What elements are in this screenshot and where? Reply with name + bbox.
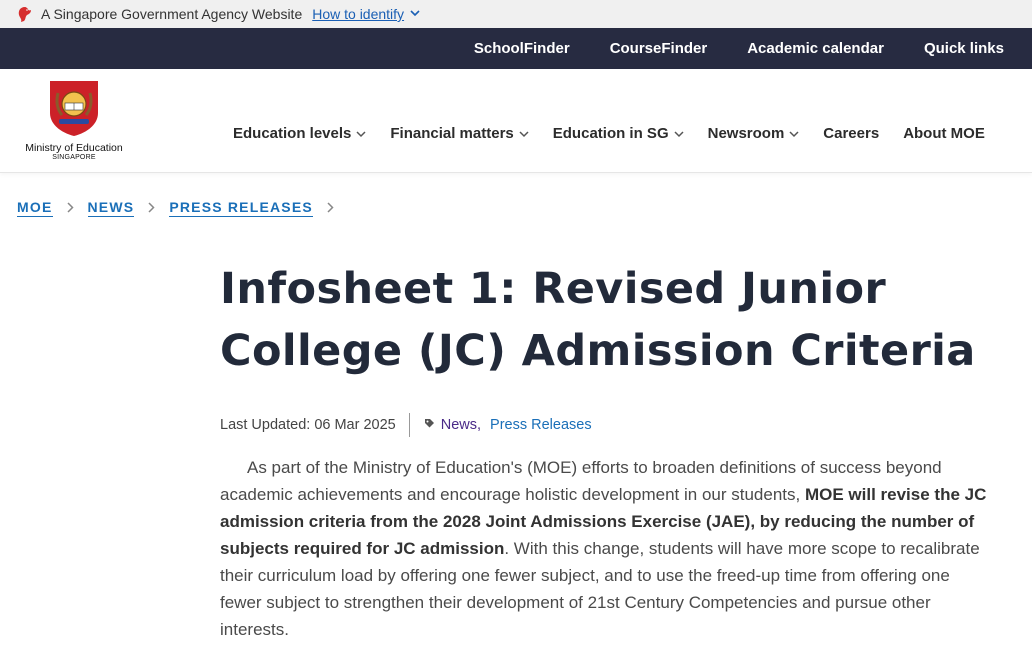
article-paragraph xyxy=(220,454,990,643)
breadcrumb-moe[interactable]: MOE xyxy=(17,199,53,215)
page-title xyxy=(220,258,980,382)
academic-calendar-link[interactable]: Academic calendar xyxy=(747,40,884,57)
nav-about-moe[interactable] xyxy=(903,125,985,142)
chevron-right-icon xyxy=(327,200,334,216)
singapore-lion-icon xyxy=(16,6,33,23)
page-title-line-2: College (JC) Admission Criteria xyxy=(220,326,976,376)
chevron-right-icon xyxy=(148,200,155,216)
chevron-right-icon xyxy=(67,200,74,216)
coursefinder-link[interactable]: CourseFinder xyxy=(609,40,708,57)
how-to-identify-link[interactable]: How to identify xyxy=(312,6,405,22)
agency-text: A Singapore Government Agency Website xyxy=(41,6,303,22)
main-nav xyxy=(233,125,1009,142)
nav-label: Careers xyxy=(823,125,880,142)
nav-label: Newsroom xyxy=(707,125,785,142)
nav-financial-matters[interactable] xyxy=(390,125,528,142)
breadcrumb-news[interactable]: NEWS xyxy=(87,199,135,215)
moe-logo[interactable] xyxy=(20,79,128,161)
nav-education-in-sg[interactable] xyxy=(553,125,684,142)
nav-label: About MOE xyxy=(903,125,985,142)
chevron-down-icon xyxy=(356,127,366,141)
nav-education-levels[interactable] xyxy=(233,125,366,142)
logo-subtitle: SINGAPORE xyxy=(52,154,96,161)
paragraph-text-emphasis: MOE will revise the JC admission criteria from the 2028 Joint Admissions Exercise (JAE), by reducing the number of subjects required for JC admission xyxy=(220,485,987,558)
nav-careers[interactable] xyxy=(823,125,879,142)
chevron-down-icon xyxy=(789,127,799,141)
nav-label: Financial matters xyxy=(390,125,514,142)
breadcrumb-press-releases[interactable]: PRESS RELEASES xyxy=(169,199,313,215)
schoolfinder-link[interactable]: SchoolFinder xyxy=(473,40,570,57)
nav-newsroom[interactable] xyxy=(708,125,800,142)
page-title-line-1: Infosheet 1: Revised Junior xyxy=(220,264,887,314)
chevron-down-icon xyxy=(674,127,684,141)
logo-title: Ministry of Education xyxy=(25,142,123,154)
nav-label: Education in SG xyxy=(552,125,669,142)
paragraph-text-intro: As part of the Ministry of Education's (MOE) efforts to broaden definitions of success beyond academic achievements and encourage holistic development in our students, xyxy=(220,458,942,504)
quick-links-link[interactable]: Quick links xyxy=(923,40,1004,57)
paragraph-text-rest: . With this change, students will have more scope to recalibrate their curriculum load by offering one fewer subject, and to use the freed-up time from offering one fewer subject to strengthen their development of 21st Century Competencies and pursue other interests. xyxy=(220,539,980,639)
breadcrumb xyxy=(17,199,348,217)
tag-icon xyxy=(424,418,435,432)
last-updated-date: Last Updated: 06 Mar 2025 xyxy=(220,413,410,437)
main-header xyxy=(0,69,1032,173)
gov-masthead xyxy=(0,0,1032,28)
chevron-down-icon[interactable] xyxy=(410,8,420,20)
chevron-down-icon xyxy=(519,127,529,141)
utility-nav xyxy=(0,28,1032,69)
nav-label: Education levels xyxy=(233,125,352,142)
tag-news-link[interactable]: News, xyxy=(440,417,482,433)
tag-press-releases-link[interactable]: Press Releases xyxy=(490,417,592,433)
article-meta xyxy=(220,413,592,437)
moe-crest-icon xyxy=(48,79,100,137)
